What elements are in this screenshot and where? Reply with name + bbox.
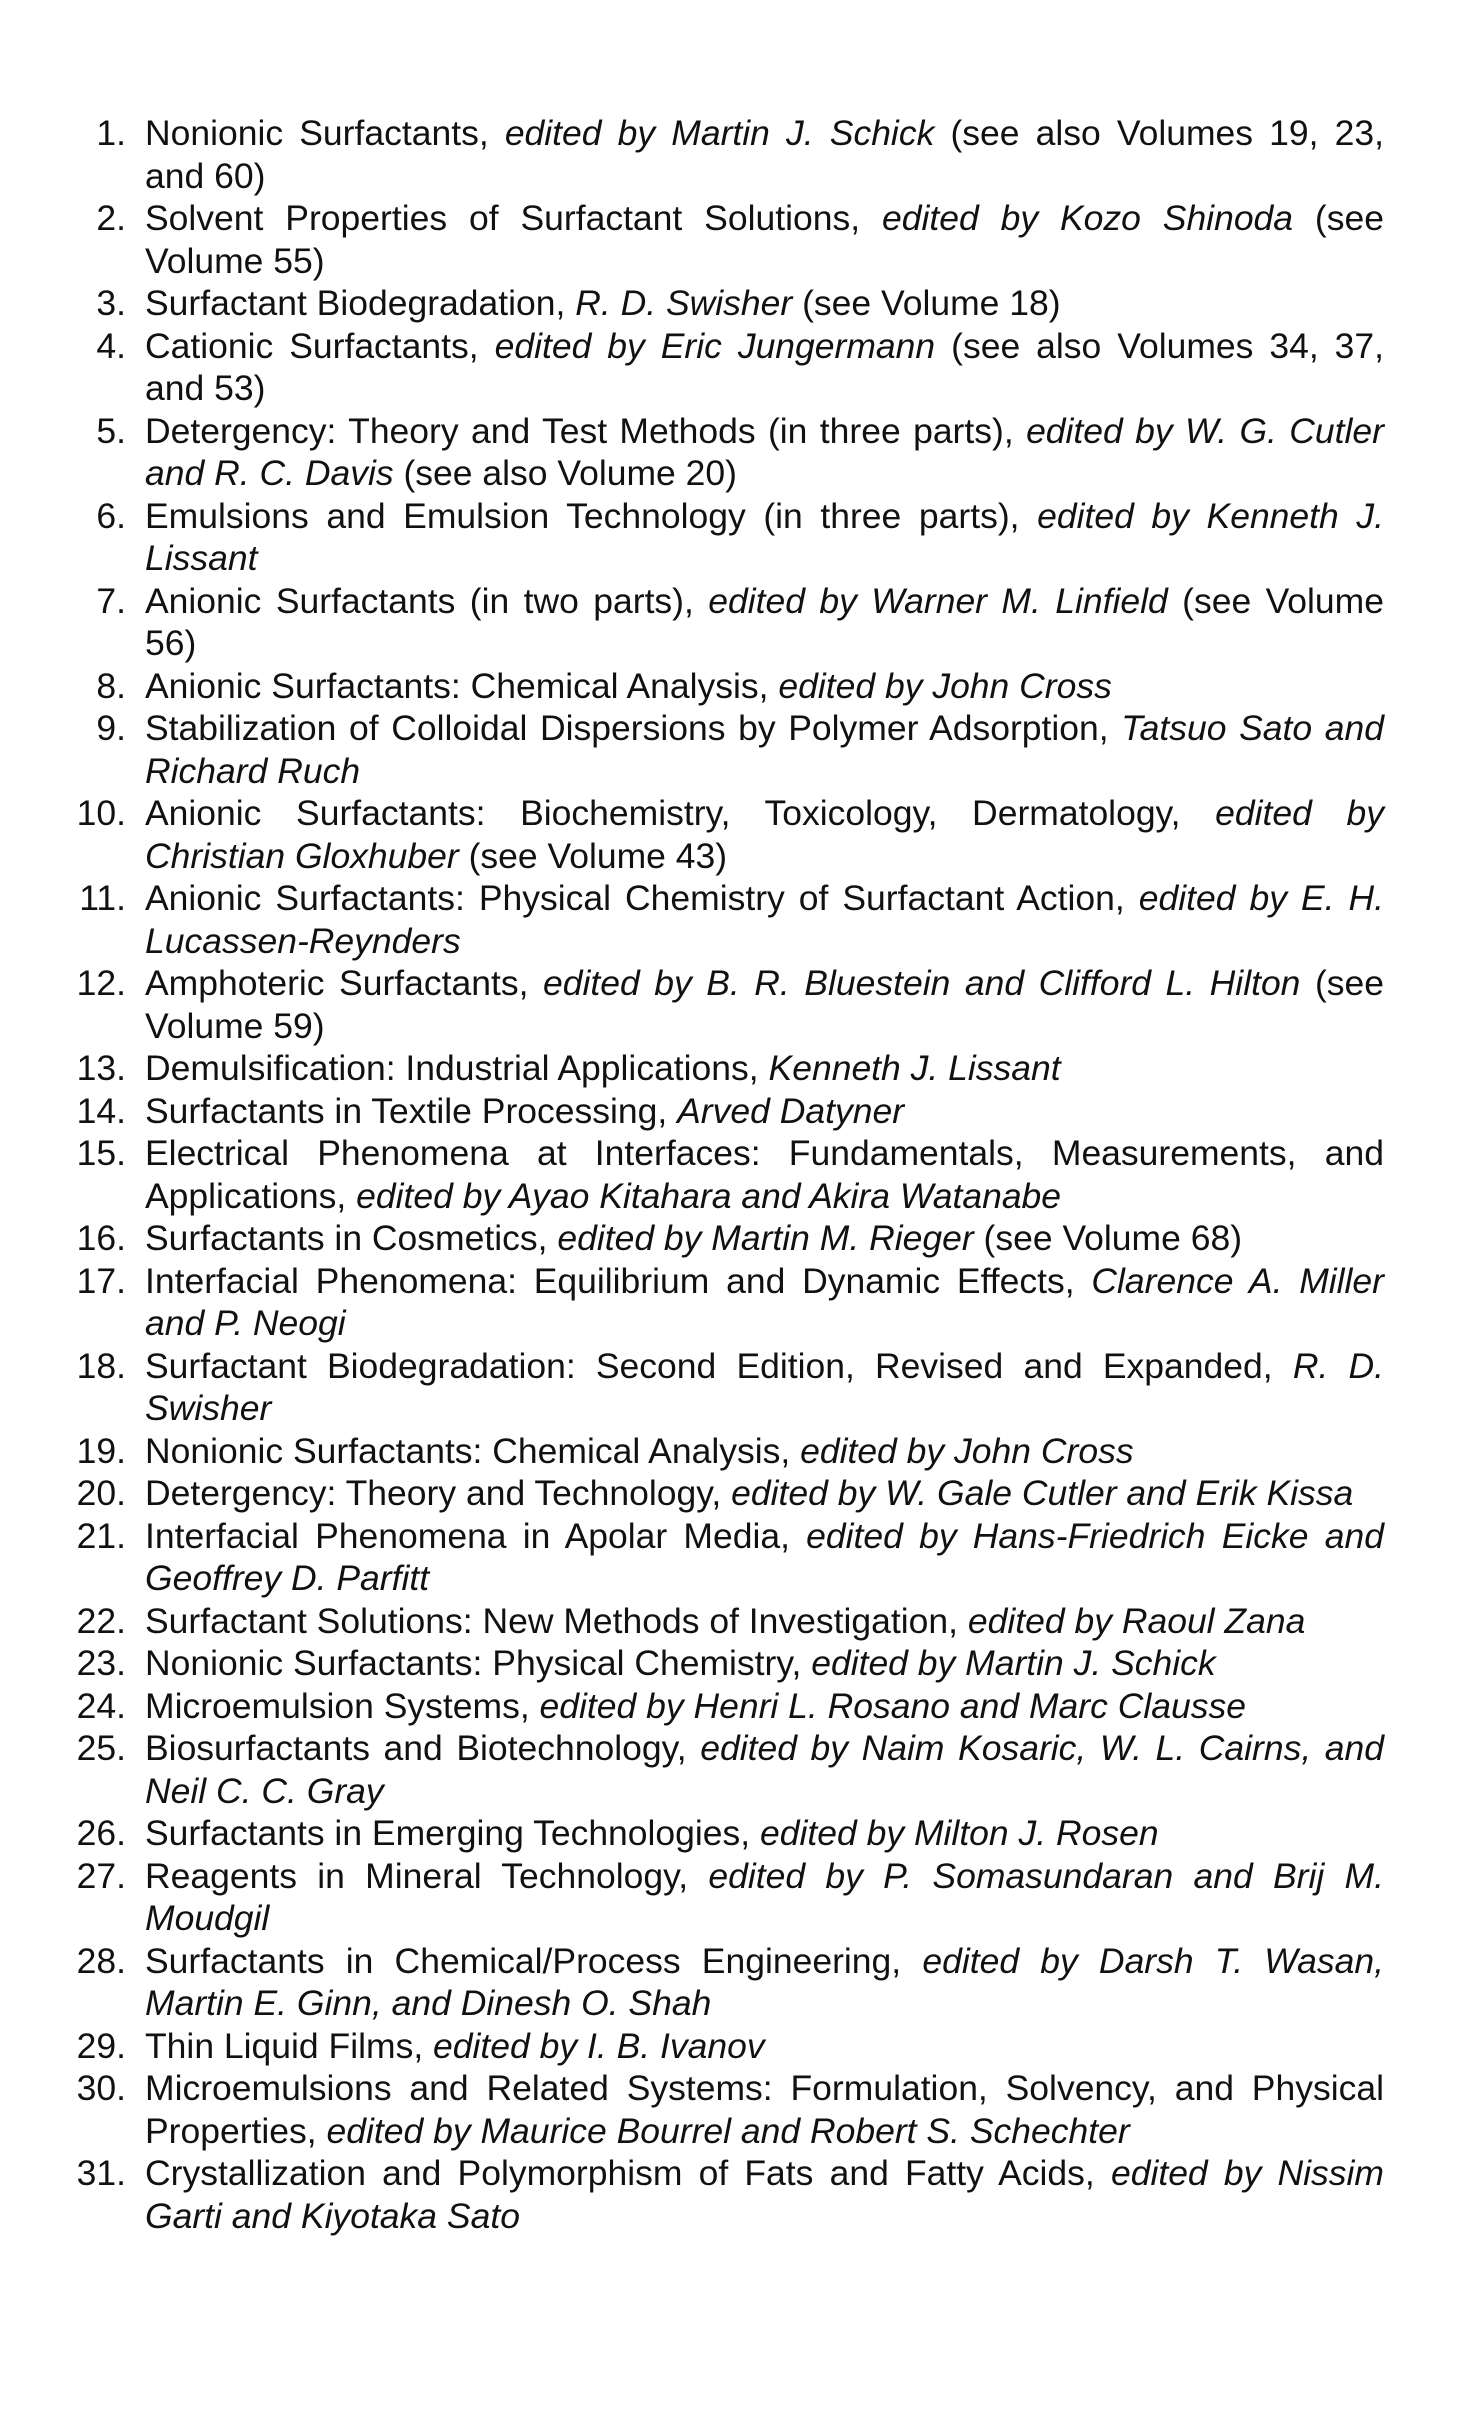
volume-title: Nonionic Surfactants, xyxy=(145,113,505,153)
list-item xyxy=(0,1940,1384,2025)
list-item xyxy=(0,1217,1384,1260)
volume-title: Interfacial Phenomena: Equilibrium and Dynamic Effects, xyxy=(145,1260,1092,1301)
volume-number: 14. xyxy=(76,1090,126,1131)
volume-title: Crystallization and Polymorphism of Fats and Fatty Acids, xyxy=(145,2153,1111,2193)
list-item xyxy=(0,112,1384,197)
volume-editor: edited by E. H. Lucassen-Reynders xyxy=(145,878,1384,961)
list-item xyxy=(0,707,1384,792)
volume-title: Surfactant Biodegradation, xyxy=(145,283,576,323)
volume-title: Surfactants in Textile Processing, xyxy=(145,1090,678,1131)
volume-note: (see Volume 18) xyxy=(792,283,1061,323)
volume-editor: edited by Kenneth J. Lissant xyxy=(145,495,1384,578)
volume-number: 28. xyxy=(76,1940,126,1981)
volume-editor: edited by Milton J. Rosen xyxy=(760,1813,1159,1853)
volume-title: Emulsions and Emulsion Technology (in three parts), xyxy=(145,495,1038,536)
volume-title: Thin Liquid Films, xyxy=(145,2025,434,2066)
list-item xyxy=(0,325,1384,410)
volume-editor: Tatsuo Sato and Richard Ruch xyxy=(145,708,1384,791)
list-item xyxy=(0,1515,1384,1600)
volume-title: Stabilization of Colloidal Dispersions by Polymer Adsorption, xyxy=(145,708,1122,748)
list-item xyxy=(0,495,1384,580)
volume-number: 27. xyxy=(76,1855,126,1896)
volume-number: 20. xyxy=(76,1473,126,1513)
volume-title: Anionic Surfactants: Physical Chemistry of Surfactant Action, xyxy=(145,878,1139,918)
volume-number: 19. xyxy=(76,1430,126,1471)
volume-editor: edited by Eric Jungermann xyxy=(494,325,936,366)
list-item xyxy=(0,1855,1384,1940)
volume-title: Reagents in Mineral Technology, xyxy=(145,1855,709,1896)
list-item xyxy=(0,282,1384,325)
volume-editor: edited by Martin J. Schick xyxy=(504,113,935,153)
volume-editor: edited by Hans-Friedrich Eicke and Geoffrey D. Parfitt xyxy=(145,1515,1384,1598)
volume-title: Surfactants in Cosmetics, xyxy=(145,1218,558,1258)
volume-number: 9. xyxy=(96,708,126,748)
list-item xyxy=(0,1727,1384,1812)
volume-number: 8. xyxy=(96,665,126,706)
list-item xyxy=(0,1430,1384,1473)
volume-title: Interfacial Phenomena in Apolar Media, xyxy=(145,1515,807,1556)
volume-number: 6. xyxy=(96,495,126,536)
volume-number: 13. xyxy=(76,1048,126,1088)
list-item xyxy=(0,1090,1384,1133)
volume-note: (see Volume 68) xyxy=(973,1218,1243,1258)
volume-editor: edited by P. Somasundaran and Brij M. Moudgil xyxy=(145,1855,1384,1938)
volume-editor: Kenneth J. Lissant xyxy=(768,1048,1061,1088)
volume-title: Surfactants in Chemical/Process Engineering, xyxy=(145,1940,923,1981)
list-item xyxy=(0,877,1384,962)
volume-title: Biosurfactants and Biotechnology, xyxy=(145,1728,701,1768)
volume-editor: edited by Kozo Shinoda xyxy=(881,198,1294,238)
volume-editor: edited by Henri L. Rosano and Marc Clausse xyxy=(539,1685,1246,1726)
volume-note: (see Volume 55) xyxy=(145,198,1384,281)
volume-number: 17. xyxy=(76,1260,126,1301)
list-item xyxy=(0,1600,1384,1643)
volume-number: 30. xyxy=(76,2068,126,2108)
volume-editor: edited by Ayao Kitahara and Akira Watanabe xyxy=(356,1175,1062,1216)
volume-editor: edited by Maurice Bourrel and Robert S. Schechter xyxy=(326,2110,1130,2151)
volume-title: Anionic Surfactants: Chemical Analysis, xyxy=(145,665,779,706)
volume-title: Microemulsion Systems, xyxy=(145,1685,540,1726)
volume-number: 24. xyxy=(76,1685,126,1726)
volume-number: 7. xyxy=(96,580,126,621)
volume-number: 1. xyxy=(96,113,126,153)
volume-number: 15. xyxy=(76,1133,126,1173)
volume-title: Electrical Phenomena at Interfaces: Fundamentals, Measurements, and Applications, xyxy=(145,1133,1384,1216)
volume-number: 4. xyxy=(96,325,126,366)
volume-editor: Clarence A. Miller and P. Neogi xyxy=(145,1260,1384,1343)
volume-title: Cationic Surfactants, xyxy=(145,325,495,366)
list-item xyxy=(0,1812,1384,1855)
volume-number: 21. xyxy=(76,1515,126,1556)
volume-title: Surfactants in Emerging Technologies, xyxy=(145,1813,761,1853)
volume-number: 22. xyxy=(76,1600,126,1641)
list-item xyxy=(0,410,1384,495)
volume-title: Surfactant Solutions: New Methods of Investigation, xyxy=(145,1600,968,1641)
volume-title: Demulsification: Industrial Applications, xyxy=(145,1048,769,1088)
volume-number: 2. xyxy=(96,198,126,238)
volume-title: Amphoteric Surfactants, xyxy=(145,963,543,1003)
volume-editor: edited by B. R. Bluestein and Clifford L. Hilton xyxy=(543,963,1301,1003)
volume-editor: edited by Darsh T. Wasan, Martin E. Ginn, and Dinesh O. Shah xyxy=(145,1940,1384,2023)
volume-editor: edited by Martin M. Rieger xyxy=(557,1218,974,1258)
volume-number: 5. xyxy=(96,410,126,451)
volume-note: (see also Volumes 34, 37, and 53) xyxy=(145,325,1384,408)
volume-number: 25. xyxy=(76,1728,126,1768)
volume-title: Detergency: Theory and Technology, xyxy=(145,1473,732,1513)
volume-note: (see also Volume 20) xyxy=(393,453,737,493)
list-item xyxy=(0,197,1384,282)
list-item xyxy=(0,1260,1384,1345)
volume-editor: edited by John Cross xyxy=(800,1430,1134,1471)
volume-editor: edited by Naim Kosaric, W. L. Cairns, and Neil C. C. Gray xyxy=(145,1728,1385,1811)
volume-editor: R. D. Swisher xyxy=(145,1345,1384,1428)
volume-editor: edited by Raoul Zana xyxy=(967,1600,1306,1641)
list-item xyxy=(0,2025,1384,2068)
volume-number: 31. xyxy=(76,2153,126,2193)
volume-number: 16. xyxy=(76,1218,126,1258)
list-item xyxy=(0,1047,1384,1090)
volume-number: 3. xyxy=(96,283,126,323)
volume-editor: edited by Martin J. Schick xyxy=(811,1643,1216,1683)
list-item xyxy=(0,1472,1384,1515)
volume-note: (see Volume 56) xyxy=(145,580,1384,663)
volume-note: (see Volume 59) xyxy=(145,963,1385,1046)
volume-title: Solvent Properties of Surfactant Solutions, xyxy=(145,198,882,238)
volume-editor: edited by Warner M. Linfield xyxy=(708,580,1168,621)
volume-number: 18. xyxy=(76,1345,126,1386)
volume-number: 10. xyxy=(76,793,126,833)
volume-number: 26. xyxy=(76,1813,126,1853)
list-item xyxy=(0,1132,1384,1217)
volume-editor: edited by W. G. Cutler and R. C. Davis xyxy=(145,410,1384,493)
volume-number: 29. xyxy=(76,2025,126,2066)
volume-title: Anionic Surfactants (in two parts), xyxy=(145,580,709,621)
volume-title: Detergency: Theory and Test Methods (in three parts), xyxy=(145,410,1027,451)
volume-title: Microemulsions and Related Systems: Formulation, Solvency, and Physical Properties, xyxy=(145,2068,1384,2151)
volume-note: (see Volume 43) xyxy=(458,835,728,876)
volume-number: 12. xyxy=(76,963,126,1003)
volume-editor: edited by W. Gale Cutler and Erik Kissa xyxy=(731,1473,1354,1513)
series-volume-list xyxy=(0,112,1470,2237)
volume-note: (see also Volumes 19, 23, and 60) xyxy=(145,113,1384,196)
volume-editor: Arved Datyner xyxy=(677,1090,905,1131)
volume-editor: edited by Nissim Garti and Kiyotaka Sato xyxy=(145,2153,1384,2236)
volume-title: Nonionic Surfactants: Chemical Analysis, xyxy=(145,1430,801,1471)
list-item xyxy=(0,962,1384,1047)
volume-editor: R. D. Swisher xyxy=(575,283,793,323)
volume-editor: edited by I. B. Ivanov xyxy=(433,2025,765,2066)
volume-editor: edited by Christian Gloxhuber xyxy=(145,793,1384,876)
list-item xyxy=(0,1345,1384,1430)
volume-title: Nonionic Surfactants: Physical Chemistry, xyxy=(145,1643,812,1683)
list-item xyxy=(0,665,1384,708)
volume-number: 23. xyxy=(76,1643,126,1683)
list-item xyxy=(0,580,1384,665)
volume-title: Surfactant Biodegradation: Second Edition, Revised and Expanded, xyxy=(145,1345,1293,1386)
list-item xyxy=(0,792,1384,877)
volume-number: 11. xyxy=(79,878,126,918)
list-item xyxy=(0,1685,1384,1728)
list-item xyxy=(0,2152,1384,2237)
volume-title: Anionic Surfactants: Biochemistry, Toxicology, Dermatology, xyxy=(145,793,1216,833)
list-item xyxy=(0,1642,1384,1685)
list-item xyxy=(0,2067,1384,2152)
volume-editor: edited by John Cross xyxy=(778,665,1112,706)
